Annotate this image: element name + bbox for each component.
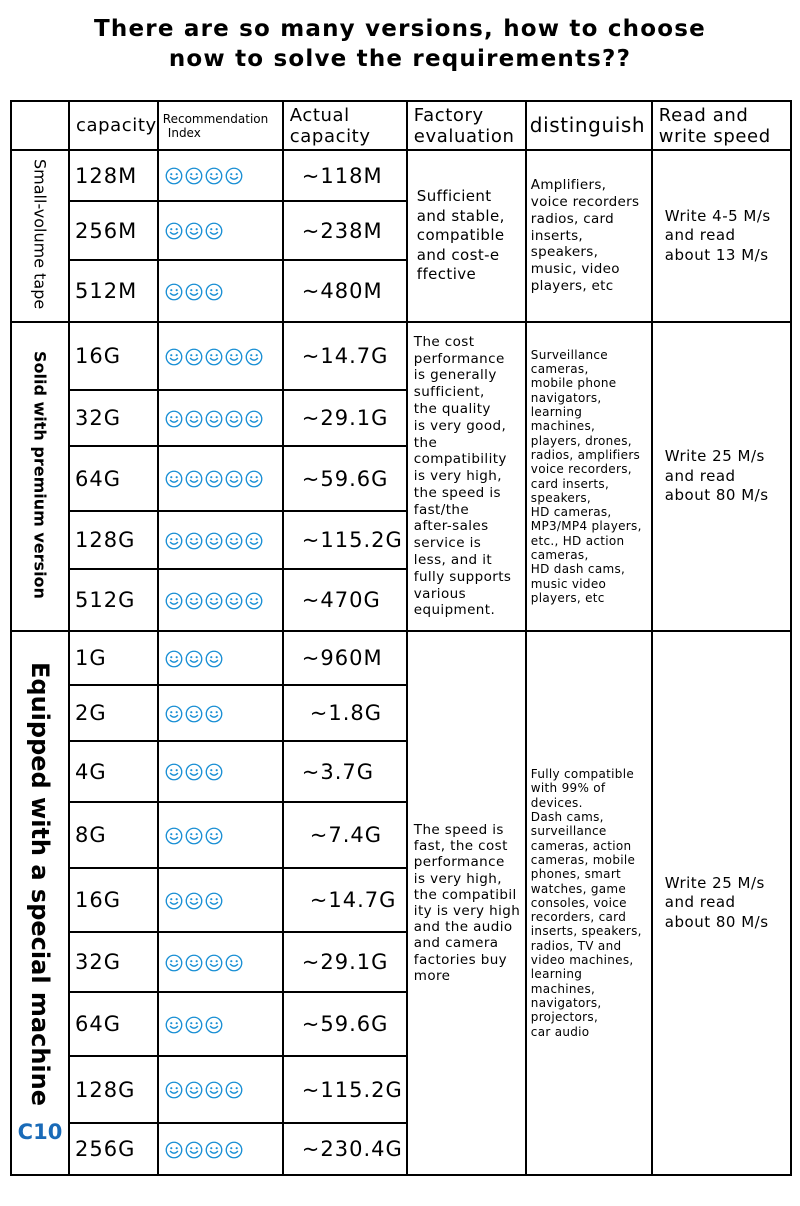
smiley-face-icon xyxy=(165,1016,183,1034)
capacity-cell: 1G xyxy=(69,631,158,685)
smiley-face-icon xyxy=(205,705,223,723)
smiley-face-icon xyxy=(225,167,243,185)
actual-capacity-cell: ~115.2G xyxy=(283,511,407,569)
recommendation-cell xyxy=(158,1056,283,1123)
factory-evaluation-cell: The speed is fast, the cost performance is very high, the compatibil ity is very high and the audio and camera factories buy more xyxy=(407,631,526,1175)
factory-evaluation-cell: Sufficient and stable, compatible and cost-e ffective xyxy=(407,150,526,322)
smiley-face-icon xyxy=(165,827,183,845)
group-label-cell xyxy=(11,150,69,322)
smiley-face-icon xyxy=(185,892,203,910)
smiley-face-icon xyxy=(185,470,203,488)
recommendation-cell xyxy=(158,511,283,569)
capacity-cell: 16G xyxy=(69,322,158,390)
header-capacity: capacity xyxy=(69,101,158,150)
smiley-face-icon xyxy=(165,1141,183,1159)
recommendation-cell xyxy=(158,802,283,868)
smiley-face-icon xyxy=(205,592,223,610)
smiley-face-icon xyxy=(185,650,203,668)
actual-capacity-cell: ~480M xyxy=(283,260,407,322)
distinguish-cell: Amplifiers, voice recorders radios, card inserts, speakers, music, video players, etc xyxy=(526,150,652,322)
smiley-face-icon xyxy=(165,954,183,972)
capacity-cell: 64G xyxy=(69,992,158,1056)
smiley-face-icon xyxy=(185,1016,203,1034)
smiley-face-icon xyxy=(205,167,223,185)
title-line-2: now to solve the requirements?? xyxy=(168,46,632,72)
recommendation-cell xyxy=(158,868,283,932)
smiley-face-icon xyxy=(205,222,223,240)
capacity-cell: 128M xyxy=(69,150,158,201)
actual-capacity-cell: ~29.1G xyxy=(283,390,407,446)
capacity-cell: 512M xyxy=(69,260,158,322)
actual-capacity-cell: ~3.7G xyxy=(283,741,407,802)
smiley-face-icon xyxy=(205,348,223,366)
smiley-face-icon xyxy=(185,763,203,781)
smiley-face-icon xyxy=(165,348,183,366)
smiley-face-icon xyxy=(165,1081,183,1099)
smiley-face-icon xyxy=(165,592,183,610)
recommendation-cell xyxy=(158,685,283,741)
smiley-face-icon xyxy=(245,470,263,488)
smiley-face-icon xyxy=(205,532,223,550)
header-row xyxy=(11,101,791,150)
smiley-face-icon xyxy=(225,954,243,972)
title-line-1: There are so many versions, how to choose xyxy=(94,16,706,42)
smiley-face-icon xyxy=(185,532,203,550)
recommendation-cell xyxy=(158,322,283,390)
smiley-face-icon xyxy=(165,892,183,910)
smiley-face-icon xyxy=(165,410,183,428)
actual-capacity-cell: ~238M xyxy=(283,201,407,260)
smiley-face-icon xyxy=(165,532,183,550)
smiley-face-icon xyxy=(185,348,203,366)
smiley-face-icon xyxy=(205,1016,223,1034)
header-factory-evaluation: Factory evaluation xyxy=(407,101,526,150)
recommendation-cell xyxy=(158,390,283,446)
capacity-cell: 8G xyxy=(69,802,158,868)
header-recommendation-line2: Index xyxy=(167,125,201,140)
header-recommendation xyxy=(158,101,283,150)
recommendation-cell xyxy=(158,932,283,992)
smiley-face-icon xyxy=(185,283,203,301)
header-recommendation-line1: Recommendation xyxy=(162,111,269,126)
smiley-face-icon xyxy=(185,592,203,610)
recommendation-cell xyxy=(158,741,283,802)
actual-capacity-cell: ~115.2G xyxy=(283,1056,407,1123)
table-row xyxy=(11,631,791,685)
spec-table xyxy=(10,100,792,1176)
smiley-face-icon xyxy=(225,348,243,366)
recommendation-cell xyxy=(158,992,283,1056)
actual-capacity-cell: ~14.7G xyxy=(283,868,407,932)
smiley-face-icon xyxy=(185,222,203,240)
group-label: Equipped with a special machine xyxy=(26,662,54,1106)
actual-capacity-cell: ~7.4G xyxy=(283,802,407,868)
smiley-face-icon xyxy=(205,650,223,668)
capacity-cell: 4G xyxy=(69,741,158,802)
capacity-cell: 256G xyxy=(69,1123,158,1175)
smiley-face-icon xyxy=(205,892,223,910)
speed-cell: Write 25 M/s and read about 80 M/s xyxy=(652,631,791,1175)
smiley-face-icon xyxy=(225,1141,243,1159)
smiley-face-icon xyxy=(185,410,203,428)
recommendation-cell xyxy=(158,201,283,260)
smiley-face-icon xyxy=(205,763,223,781)
header-actual-capacity: Actual capacity xyxy=(283,101,407,150)
actual-capacity-cell: ~118M xyxy=(283,150,407,201)
recommendation-cell xyxy=(158,1123,283,1175)
recommendation-cell xyxy=(158,631,283,685)
group-label-cell xyxy=(11,631,69,1175)
smiley-face-icon xyxy=(165,705,183,723)
recommendation-cell xyxy=(158,260,283,322)
smiley-face-icon xyxy=(205,954,223,972)
smiley-face-icon xyxy=(245,592,263,610)
table-row xyxy=(11,322,791,390)
smiley-face-icon xyxy=(165,283,183,301)
smiley-face-icon xyxy=(165,763,183,781)
header-speed: Read and write speed xyxy=(652,101,791,150)
recommendation-cell xyxy=(158,150,283,201)
smiley-face-icon xyxy=(205,470,223,488)
distinguish-cell: Fully compatible with 99% of devices. Dash cams, surveillance cameras, action cameras, mobile phones, smart watches, game consoles, voice recorders, card inserts, speakers, radios, TV and video machines, learning machines, navigators, projectors, car audio xyxy=(526,631,652,1175)
smiley-face-icon xyxy=(245,348,263,366)
table-row xyxy=(11,150,791,201)
smiley-face-icon xyxy=(205,1141,223,1159)
smiley-face-icon xyxy=(185,705,203,723)
actual-capacity-cell: ~960M xyxy=(283,631,407,685)
factory-evaluation-cell: The cost performance is generally sufficient, the quality is very good, the compatibility is very high, the speed is fast/the after-sales service is less, and it fully supports various equipment. xyxy=(407,322,526,631)
smiley-face-icon xyxy=(165,650,183,668)
capacity-cell: 128G xyxy=(69,511,158,569)
smiley-face-icon xyxy=(185,1081,203,1099)
distinguish-cell: Surveillance cameras, mobile phone navigators, learning machines, players, drones, radios, amplifiers voice recorders, card inserts, speakers, HD cameras, MP3/MP4 players, etc., HD action cameras, HD dash cams, music video players, etc xyxy=(526,322,652,631)
header-distinguish: distinguish xyxy=(526,101,652,150)
smiley-face-icon xyxy=(165,167,183,185)
capacity-cell: 32G xyxy=(69,390,158,446)
smiley-face-icon xyxy=(165,222,183,240)
group-label: Solid with premium version xyxy=(30,350,50,599)
smiley-face-icon xyxy=(185,1141,203,1159)
smiley-face-icon xyxy=(205,410,223,428)
page-title xyxy=(0,14,800,74)
actual-capacity-cell: ~29.1G xyxy=(283,932,407,992)
actual-capacity-cell: ~230.4G xyxy=(283,1123,407,1175)
capacity-cell: 64G xyxy=(69,446,158,511)
capacity-cell: 256M xyxy=(69,201,158,260)
group-label-cell xyxy=(11,322,69,631)
speed-cell: Write 4-5 M/s and read about 13 M/s xyxy=(652,150,791,322)
smiley-face-icon xyxy=(245,410,263,428)
smiley-face-icon xyxy=(185,827,203,845)
capacity-cell: 2G xyxy=(69,685,158,741)
actual-capacity-cell: ~470G xyxy=(283,569,407,631)
actual-capacity-cell: ~1.8G xyxy=(283,685,407,741)
capacity-cell: 32G xyxy=(69,932,158,992)
smiley-face-icon xyxy=(225,592,243,610)
recommendation-cell xyxy=(158,446,283,511)
model-tag: C10 xyxy=(17,1120,63,1144)
speed-cell: Write 25 M/s and read about 80 M/s xyxy=(652,322,791,631)
group-label: Small-volume tape xyxy=(30,158,50,310)
smiley-face-icon xyxy=(225,532,243,550)
recommendation-cell xyxy=(158,569,283,631)
smiley-face-icon xyxy=(225,1081,243,1099)
smiley-face-icon xyxy=(205,283,223,301)
actual-capacity-cell: ~59.6G xyxy=(283,992,407,1056)
actual-capacity-cell: ~14.7G xyxy=(283,322,407,390)
header-group-cell xyxy=(11,101,69,150)
capacity-cell: 16G xyxy=(69,868,158,932)
smiley-face-icon xyxy=(205,827,223,845)
smiley-face-icon xyxy=(185,954,203,972)
smiley-face-icon xyxy=(205,1081,223,1099)
smiley-face-icon xyxy=(225,470,243,488)
smiley-face-icon xyxy=(245,532,263,550)
capacity-cell: 128G xyxy=(69,1056,158,1123)
smiley-face-icon xyxy=(165,470,183,488)
capacity-cell: 512G xyxy=(69,569,158,631)
actual-capacity-cell: ~59.6G xyxy=(283,446,407,511)
smiley-face-icon xyxy=(185,167,203,185)
smiley-face-icon xyxy=(225,410,243,428)
